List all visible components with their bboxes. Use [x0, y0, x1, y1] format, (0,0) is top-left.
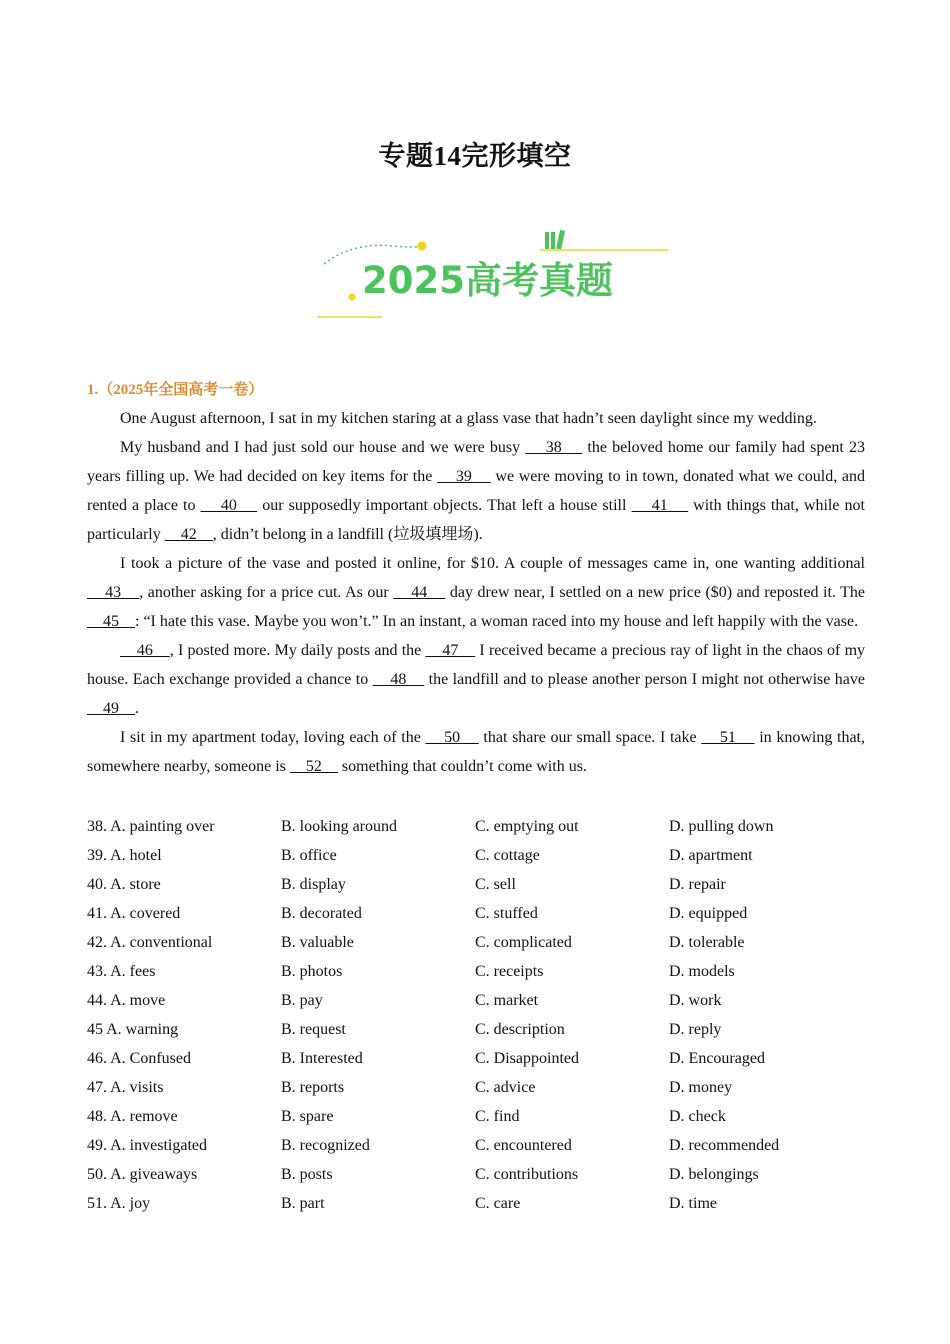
option-choice: D. repair	[669, 875, 726, 893]
option-choice: C. care	[475, 1194, 521, 1212]
option-choice: B. photos	[281, 962, 343, 980]
question-heading: 1.（2025年全国高考一卷）	[87, 382, 264, 398]
option-choice: C. sell	[475, 875, 516, 893]
passage-text: something that couldn’t come with us.	[337, 758, 587, 775]
passage-text: : “I hate this vase. Maybe you won’t.” In an instant, a woman raced into my house and left happily with the vase.	[135, 613, 859, 630]
passage-text: My husband and I had just sold our house and we were busy	[120, 439, 526, 456]
passage-text: I took a picture of the vase and posted it online, for $10. A couple of messages came in, one wanting additional	[120, 555, 865, 572]
option-choice: D. money	[669, 1078, 733, 1096]
passage-text: we were moving to in town, donated what we could, and rented a place to	[87, 468, 865, 514]
option-choice: C. emptying out	[475, 817, 579, 835]
option-choice: C. advice	[475, 1078, 536, 1096]
option-row	[87, 928, 867, 957]
answer-blank: 43	[87, 584, 140, 601]
answer-blank: 41	[631, 497, 689, 514]
option-choice: B. part	[281, 1194, 325, 1212]
option-choice: 49. A. investigated	[87, 1136, 207, 1154]
options-list	[87, 812, 867, 1218]
option-choice: 41. A. covered	[87, 904, 181, 922]
passage-text: the beloved home our family had spent 23 years filling up. We had decided on key items for the	[87, 439, 865, 485]
option-row	[87, 1044, 867, 1073]
passage-text: the landfill and to please another person I might not otherwise have	[424, 671, 865, 688]
option-choice: D. work	[669, 991, 722, 1009]
option-choice: C. stuffed	[475, 904, 538, 922]
option-choice: 43. A. fees	[87, 962, 156, 980]
option-choice: 50. A. giveaways	[87, 1165, 198, 1183]
answer-blank: 48	[372, 671, 425, 688]
option-choice: 40. A. store	[87, 875, 161, 893]
option-choice: B. Interested	[281, 1049, 363, 1067]
answer-blank: 46	[120, 642, 170, 659]
option-choice: B. office	[281, 846, 337, 864]
option-choice: 51. A. joy	[87, 1194, 151, 1212]
option-choice: D. time	[669, 1194, 717, 1212]
option-choice: C. receipts	[475, 962, 544, 980]
answer-blank: 52	[289, 758, 338, 775]
option-choice: C. market	[475, 991, 539, 1009]
option-choice: D. Encouraged	[669, 1049, 765, 1067]
passage-text: I sit in my apartment today, loving each of the	[120, 729, 426, 746]
option-choice: C. cottage	[475, 846, 540, 864]
passage-text: , I posted more. My daily posts and the	[169, 642, 426, 659]
option-row	[87, 957, 867, 986]
option-row	[87, 870, 867, 899]
answer-blank: 45	[87, 613, 135, 630]
passage-text: .	[135, 700, 139, 717]
option-choice: 46. A. Confused	[87, 1049, 191, 1067]
answer-blank: 42	[164, 526, 213, 543]
passage-text: , another asking for a price cut. As our	[139, 584, 394, 601]
passage-text: our supposedly important objects. That left a house still	[257, 497, 632, 514]
passage-paragraph	[87, 549, 865, 636]
option-choice: C. complicated	[475, 933, 572, 951]
option-choice: 38. A. painting over	[87, 817, 215, 835]
option-choice: B. looking around	[281, 817, 397, 835]
answer-blank: 44	[393, 584, 446, 601]
answer-blank: 51	[701, 729, 755, 746]
option-choice: B. valuable	[281, 933, 354, 951]
passage-paragraph	[87, 433, 865, 549]
option-row	[87, 1131, 867, 1160]
option-choice: C. description	[475, 1020, 565, 1038]
option-row	[87, 1102, 867, 1131]
answer-blank: 40	[200, 497, 258, 514]
option-choice: 39. A. hotel	[87, 846, 162, 864]
banner-logo	[312, 222, 672, 324]
option-choice: 45 A. warning	[87, 1020, 179, 1038]
passage-paragraph	[87, 404, 865, 433]
answer-blank: 50	[425, 729, 479, 746]
option-choice: 47. A. visits	[87, 1078, 164, 1096]
option-row	[87, 1160, 867, 1189]
option-choice: C. encountered	[475, 1136, 572, 1154]
passage-text: , didn’t belong in a landfill (垃圾填埋场).	[212, 526, 483, 543]
option-choice: B. recognized	[281, 1136, 370, 1154]
passage-text: that share our small space. I take	[478, 729, 702, 746]
passage-text: with things that, while not particularly	[87, 497, 866, 543]
answer-blank: 38	[525, 439, 583, 456]
option-choice: D. apartment	[669, 846, 753, 864]
option-choice: B. request	[281, 1020, 346, 1038]
option-choice: D. reply	[669, 1020, 722, 1038]
option-choice: C. find	[475, 1107, 520, 1125]
option-row	[87, 841, 867, 870]
passage-paragraph	[87, 723, 865, 781]
option-choice: 42. A. conventional	[87, 933, 213, 951]
banner-text: 2025高考真题	[362, 259, 613, 302]
answer-blank: 49	[87, 700, 135, 717]
option-row	[87, 986, 867, 1015]
option-choice: D. check	[669, 1107, 726, 1125]
option-choice: B. reports	[281, 1078, 345, 1096]
option-row	[87, 899, 867, 928]
answer-blank: 39	[437, 468, 491, 485]
option-choice: B. spare	[281, 1107, 334, 1125]
page-title: 专题14完形填空	[378, 141, 572, 171]
passage-text: in knowing that, somewhere nearby, someone is	[87, 729, 865, 775]
option-choice: D. recommended	[669, 1136, 780, 1154]
option-choice: B. pay	[281, 991, 323, 1009]
passage	[87, 404, 865, 781]
passage-text: I received became a precious ray of light in the chaos of my house. Each exchange provided a chance to	[87, 642, 866, 688]
answer-blank: 47	[425, 642, 476, 659]
option-row	[87, 812, 867, 841]
passage-paragraph	[87, 636, 865, 723]
option-choice: D. belongings	[669, 1165, 759, 1183]
passage-text: day drew near, I settled on a new price ($0) and reposted it. The	[445, 584, 866, 601]
option-choice: D. tolerable	[669, 933, 745, 951]
option-choice: 44. A. move	[87, 991, 166, 1009]
option-choice: B. display	[281, 875, 346, 893]
option-choice: B. decorated	[281, 904, 362, 922]
option-choice: B. posts	[281, 1165, 333, 1183]
passage-text: One August afternoon, I sat in my kitchen staring at a glass vase that hadn’t seen daylight since my wedding.	[120, 410, 817, 427]
option-choice: D. models	[669, 962, 735, 980]
option-row	[87, 1073, 867, 1102]
option-choice: D. pulling down	[669, 817, 774, 835]
option-choice: 48. A. remove	[87, 1107, 178, 1125]
option-row	[87, 1189, 867, 1218]
option-row	[87, 1015, 867, 1044]
option-choice: D. equipped	[669, 904, 748, 922]
option-choice: C. Disappointed	[475, 1049, 579, 1067]
option-choice: C. contributions	[475, 1165, 579, 1183]
